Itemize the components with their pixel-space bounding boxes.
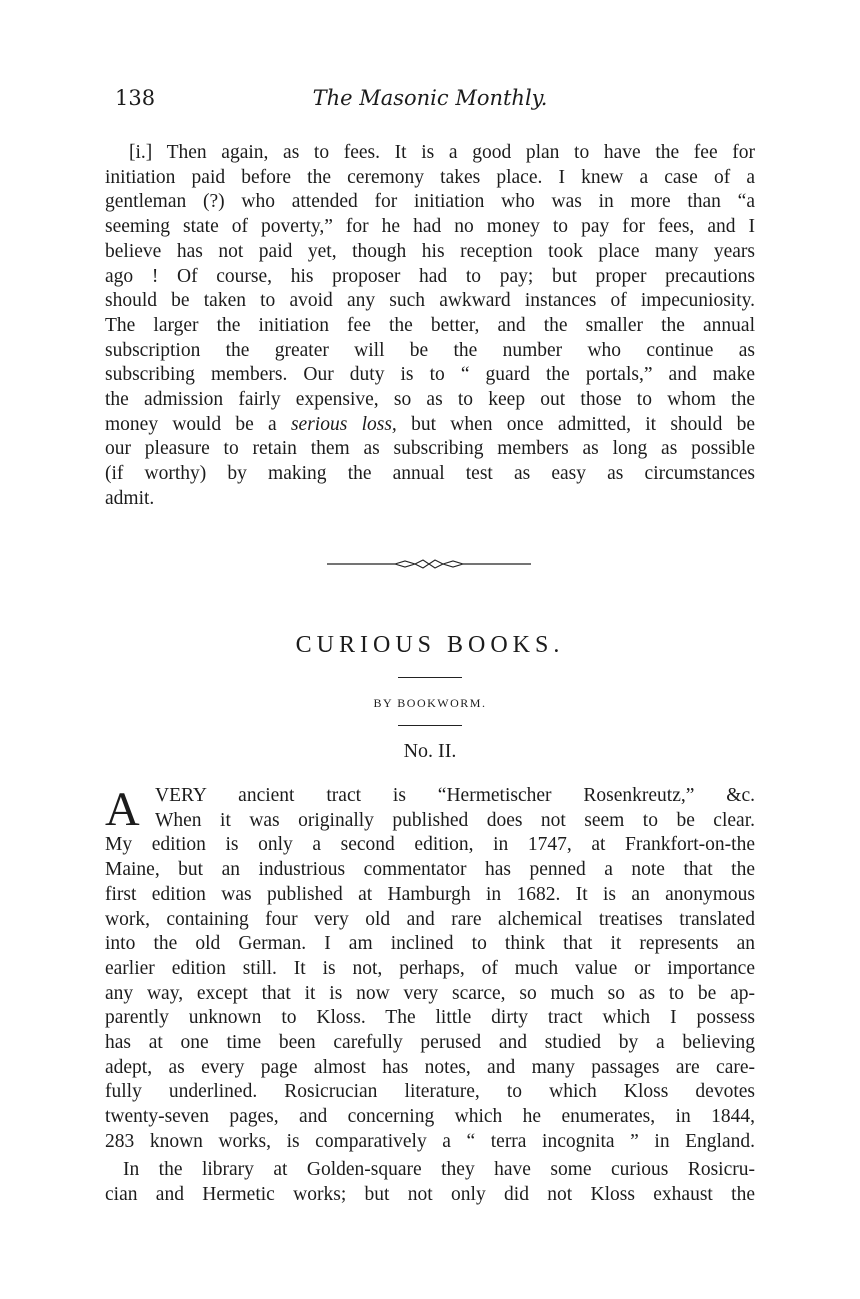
text-line: initiation paid before the ceremony takes place. I knew a case of a	[105, 166, 755, 188]
text-line: has at one time been carefully perused and studied by a believing	[105, 1032, 755, 1054]
text-line: subscription the greater will be the number who continue as	[105, 339, 755, 361]
text-line: parently unknown to Kloss. The little dirty tract which I possess	[105, 1007, 755, 1029]
text-line: our pleasure to retain them as subscribing members as long as possible	[105, 438, 755, 460]
text-line: any way, except that it is now very scarce, so much so as to be ap-	[105, 982, 755, 1004]
text-line: [i.] Then again, as to fees. It is a good plan to have the fee for	[129, 142, 755, 163]
text-segment: but when once admitted, it should be	[396, 413, 755, 435]
text-line: (if worthy) by making the annual test as easy as circumstances	[105, 463, 755, 485]
text-line: the admission fairly expensive, so as to keep out those to whom the	[105, 389, 755, 411]
drop-cap: A	[105, 783, 140, 836]
text-line: fully underlined. Rosicrucian literature, to which Kloss devotes	[105, 1081, 755, 1103]
paragraph-golden-square	[105, 1158, 755, 1207]
title-rule	[398, 677, 462, 678]
text-line: 283 known works, is comparatively a “ terra incognita ” in England.	[105, 1130, 755, 1152]
text-line: earlier edition still. It is not, perhaps, of much value or importance	[105, 957, 755, 979]
text-line: When it was originally published does not seem to be clear.	[155, 809, 755, 831]
article-number: No. II.	[403, 740, 457, 762]
italic-phrase: serious loss,	[290, 413, 397, 435]
text-line: The larger the initiation fee the better, and the smaller the annual	[105, 314, 755, 336]
text-line: seeming state of poverty,” for he had no money to pay for fees, and I	[105, 216, 755, 238]
section-divider-ornament	[327, 557, 531, 571]
paragraph-ancient-tract	[105, 784, 755, 1155]
page-number: 138	[115, 86, 156, 110]
byline-rule	[398, 725, 462, 726]
text-segment: money would be a	[105, 413, 291, 435]
running-head	[105, 86, 755, 116]
text-line: My edition is only a second edition, in 1747, at Frankfort-on-the	[105, 834, 755, 856]
text-line: twenty-seven pages, and concerning which he enumerates, in 1844,	[105, 1106, 755, 1128]
text-line: VERY ancient tract is “Hermetischer Rosenkreutz,” &c.	[155, 785, 755, 806]
text-line: In the library at Golden-square they have some curious Rosicru-	[123, 1159, 755, 1180]
text-line: admit.	[105, 487, 155, 509]
text-line: first edition was published at Hamburgh in 1682. It is an anonymous	[105, 883, 755, 905]
text-line: work, containing four very old and rare alchemical treatises translated	[105, 908, 755, 930]
text-line: gentleman (?) who attended for initiation who was in more than “a	[105, 191, 755, 213]
text-line: believe has not paid yet, though his reception took place many years	[105, 240, 755, 262]
text-line: into the old German. I am inclined to think that it represents an	[105, 933, 755, 955]
text-line: adept, as every page almost has notes, and many passages are care-	[105, 1056, 755, 1078]
journal-title: The Masonic Monthly.	[312, 86, 548, 110]
text-line: Maine, but an industrious commentator has penned a note that the	[105, 859, 755, 881]
paragraph-fees	[105, 141, 755, 512]
text-line-with-italic	[105, 413, 755, 438]
article-title: CURIOUS BOOKS.	[295, 632, 565, 658]
text-line: should be taken to avoid any such awkward instances of impecuniosity.	[105, 290, 755, 312]
text-line: cian and Hermetic works; but not only did not Kloss exhaust the	[105, 1183, 755, 1205]
text-line: subscribing members. Our duty is to “ guard the portals,” and make	[105, 364, 755, 386]
byline: BY BOOKWORM.	[373, 696, 487, 710]
text-line: ago ! Of course, his proposer had to pay; but proper precautions	[105, 265, 755, 287]
